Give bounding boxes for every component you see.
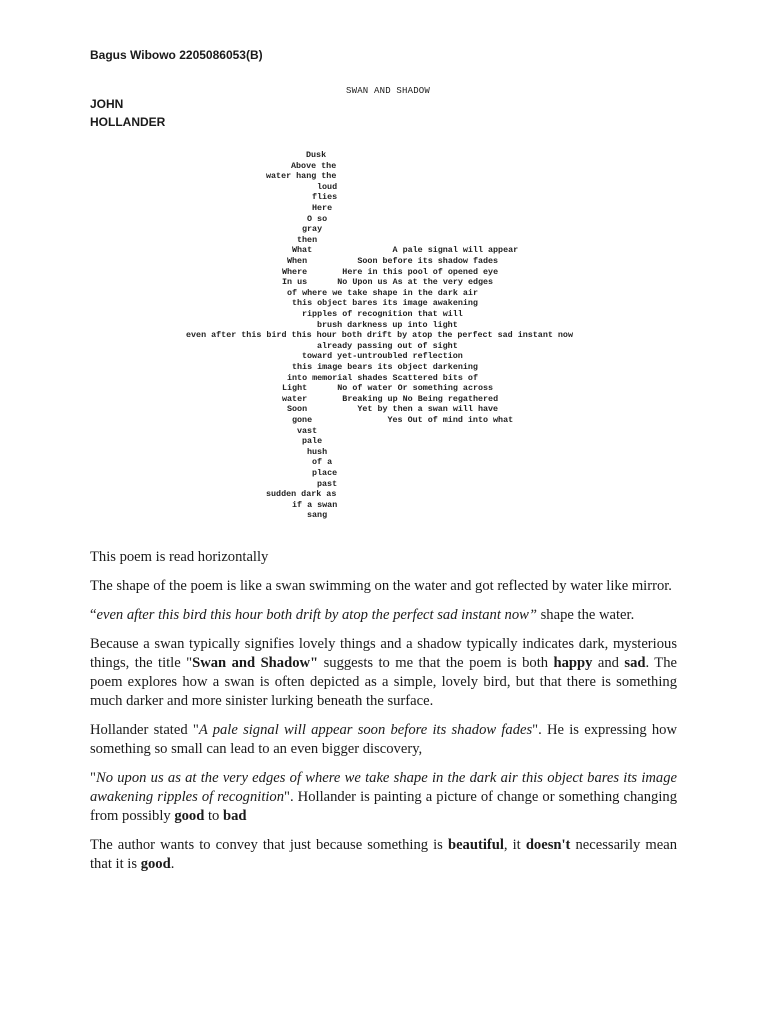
poem-line: into memorial shades Scattered bits of — [287, 372, 478, 383]
paragraph-shape: The shape of the poem is like a swan swimming on the water and got reflected by water like mirror. — [90, 578, 672, 594]
poem-line: water Breaking up No Being regathered — [282, 393, 499, 404]
paragraph-title-meaning: Because a swan typically signifies lovely things and a shadow typically indicates dark, mysterious things, the title "Swan and Shadow" suggests to me that the poem is both happy and sad. The poem explores how a swan is often depicted as a simple, lovely bird, but that there is something much darker and more sinister lurking beneath the surface. — [90, 636, 677, 709]
poet-name: JOHN HOLLANDER — [90, 97, 166, 129]
poem-line: Dusk — [306, 150, 327, 160]
poem-line: even after this bird this hour both drift by atop the perfect sad instant now — [186, 330, 573, 341]
poem-line: hush — [307, 446, 328, 457]
poem-line: already passing out of sight — [317, 340, 458, 351]
poem-line: toward yet-untroubled reflection — [302, 351, 463, 362]
shaped-poem — [0, 150, 768, 530]
paragraph-reading-direction: This poem is read horizontally — [90, 549, 269, 565]
poem-line: sang — [307, 510, 328, 521]
poem-line: if a swan — [292, 499, 338, 510]
poem-line: vast — [297, 425, 318, 436]
poem-line: flies — [312, 192, 338, 203]
poem-line: Here — [312, 203, 333, 213]
poem-line: then — [297, 234, 318, 245]
poem-line: What A pale signal will appear — [292, 245, 519, 256]
author-name: Bagus Wibowo 2205086053(B) — [90, 48, 263, 62]
poem-line: place — [312, 468, 338, 478]
poem-line: When Soon before its shadow fades — [287, 256, 499, 266]
poem-line: past — [317, 478, 338, 489]
paragraph-pale-signal: Hollander stated "A pale signal will appear soon before its shadow fades". He is expressing how something so small can lead to an even bigger discovery, — [90, 722, 678, 757]
poem-line: of a — [312, 457, 333, 468]
poem-line: sudden dark as — [266, 489, 337, 500]
poem-line: loud — [317, 181, 338, 192]
poem-line: this object bares its image awakening — [292, 298, 478, 309]
poem-line: O so — [307, 213, 328, 224]
commentary — [90, 548, 677, 884]
poem-line: Soon Yet by then a swan will have — [287, 404, 499, 415]
poem-line: gray — [302, 224, 323, 235]
poem-line: this image bears its object darkening — [292, 362, 478, 372]
poem-line: Above the — [291, 160, 337, 171]
poem-line: brush darkness up into light — [317, 319, 458, 330]
poem-line: gone Yes Out of mind into what — [292, 415, 514, 425]
paragraph-change: "No upon us as at the very edges of where we take shape in the dark air this object bares its image awakening ripples of recognition". Hollander is painting a picture of change or something changing from possibly good to bad — [90, 770, 677, 824]
paragraph-conclusion: The author wants to convey that just because something is beautiful, it doesn't necessarily mean that it is good. — [90, 837, 678, 872]
poem-line: of where we take shape in the dark air — [287, 287, 478, 298]
poem-line: ripples of recognition that will — [302, 309, 463, 319]
poem-line: pale — [302, 436, 323, 447]
paragraph-water-quote: “even after this bird this hour both drift by atop the perfect sad instant now” shape the water. — [90, 607, 635, 623]
poem-line: Where Here in this pool of opened eye — [282, 266, 499, 277]
poem-line: In us No Upon us As at the very edges — [282, 277, 494, 288]
poem-line: water hang the — [266, 171, 337, 182]
poem-line: Light No of water Or something across — [282, 383, 494, 394]
poem-title: SWAN AND SHADOW — [346, 86, 431, 96]
